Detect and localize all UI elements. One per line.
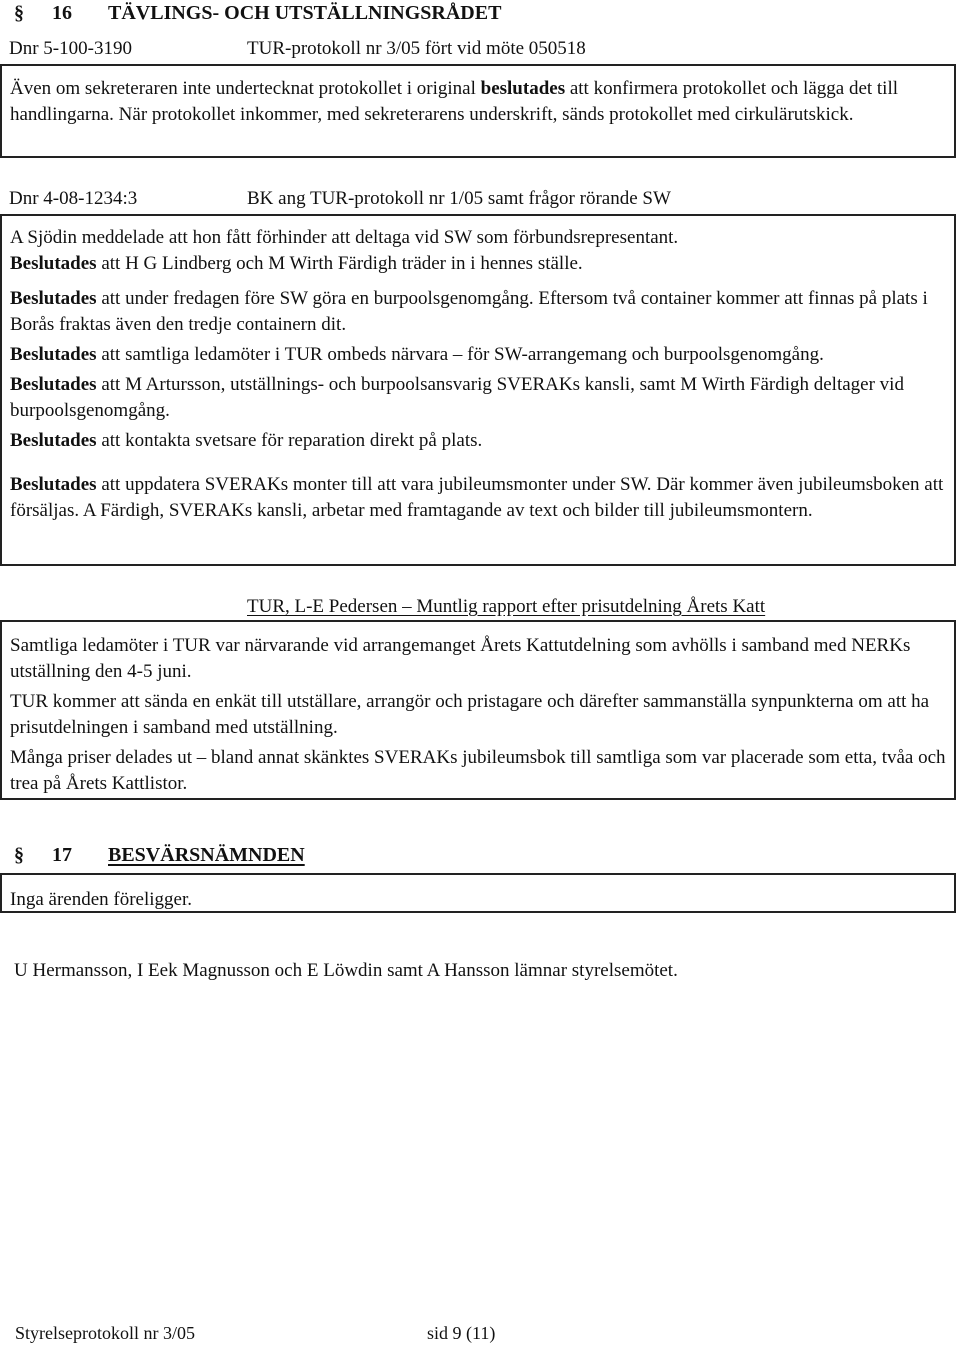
item2-paragraph-4: [2, 372, 954, 424]
decision-keyword: Beslutades: [10, 374, 97, 395]
item2-text: att M Artursson, utställnings- och burpoolsansvarig SVERAKs kansli, samt M Wirth Färdigh deltager vid burpoolsgenomgång.: [10, 374, 904, 421]
item2-paragraph-2: [2, 286, 954, 338]
item2-paragraph-3: [2, 342, 954, 368]
item2-decision-box: [0, 214, 956, 566]
item2-text: att under fredagen före SW göra en burpoolsgenomgång. Eftersom två container kommer att finnas på plats i Borås fraktas även den tredje containern dit.: [10, 288, 928, 335]
section-17-body: Inga ärenden föreligger.: [10, 889, 192, 910]
section-17-heading: [14, 842, 305, 868]
decision-keyword: Beslutades: [10, 474, 97, 495]
item1-paragraph: [2, 76, 954, 128]
item3-paragraph-2: TUR kommer att sända en enkät till utställare, arrangör och pristagare och därefter sammanställa synpunkterna om att ha prisutdelningen i samband med utställning.: [10, 691, 930, 738]
closing-note: U Hermansson, I Eek Magnusson och E Löwdin samt A Hansson lämnar styrelsemötet.: [14, 960, 678, 981]
item2-paragraph-5: [2, 428, 954, 454]
item3-paragraph-3: Många priser delades ut – bland annat skänktes SVERAKs jubileumsbok till samtliga som var placerade som etta, tvåa och trea på Årets Kattlistor.: [10, 747, 946, 794]
item2-text: att uppdatera SVERAKs monter till att vara jubileumsmonter under SW. Där kommer även jubileumsboken att försäljas. A Färdigh, SVERAKs kansli, arbetar med framtagande av text och bilder till jubileumsmontern.: [10, 474, 944, 521]
item2-text: att samtliga ledamöter i TUR ombeds närvara – för SW-arrangemang och burpoolsgenomgång.: [96, 344, 824, 365]
item2-paragraph-1: [2, 225, 954, 277]
section-title: BESVÄRSNÄMNDEN: [108, 844, 305, 866]
section-symbol: §: [14, 844, 24, 866]
decision-keyword: beslutades: [480, 78, 566, 99]
footer-page-number: sid 9 (11): [427, 1323, 496, 1343]
decision-keyword: Beslutades: [10, 288, 97, 309]
section-number: 17: [52, 844, 72, 866]
item3-paragraph-1: Samtliga ledamöter i TUR var närvarande vid arrangemanget Årets Kattutdelning som avhölls i samband med NERKs utställning den 4-5 juni.: [10, 635, 911, 682]
item2-text: att kontakta svetsare för reparation direkt på plats.: [96, 430, 483, 451]
item2-subject: BK ang TUR-protokoll nr 1/05 samt frågor rörande SW: [247, 188, 671, 209]
item1-dnr: Dnr 5-100-3190: [9, 38, 132, 59]
item1-text-cont: att konfirmera protokollet och lägga det till handlingarna. När protokollet inkommer, med sekreterarens underskrift, sänds protokollet med cirkulärutskick.: [10, 78, 899, 125]
decision-keyword: Beslutades: [10, 253, 97, 274]
item2-dnr: Dnr 4-08-1234:3: [9, 188, 138, 209]
section-title: TÄVLINGS- OCH UTSTÄLLNINGSRÅDET: [108, 2, 502, 24]
section-symbol: §: [14, 2, 24, 24]
item2-text: A Sjödin meddelade att hon fått förhinder att deltaga vid SW som förbundsrepresentant.: [10, 227, 679, 248]
footer-document-name: Styrelseprotokoll nr 3/05: [15, 1323, 195, 1343]
item1-decision-box: [0, 64, 956, 158]
item1-text: Även om sekreteraren inte undertecknat protokollet i original: [10, 78, 481, 99]
item2-text: att H G Lindberg och M Wirth Färdigh träder in i hennes ställe.: [96, 253, 583, 274]
item3-report-box: [0, 620, 956, 800]
item1-subject: TUR-protokoll nr 3/05 fört vid möte 050518: [247, 38, 586, 59]
decision-keyword: Beslutades: [10, 344, 97, 365]
item2-paragraph-6: [2, 472, 954, 524]
section-17-box: [0, 873, 956, 913]
section-16-heading: [14, 0, 501, 26]
decision-keyword: Beslutades: [10, 430, 97, 451]
item3-subject: TUR, L-E Pedersen – Muntlig rapport efter prisutdelning Årets Katt: [247, 596, 766, 617]
section-number: 16: [52, 2, 72, 24]
